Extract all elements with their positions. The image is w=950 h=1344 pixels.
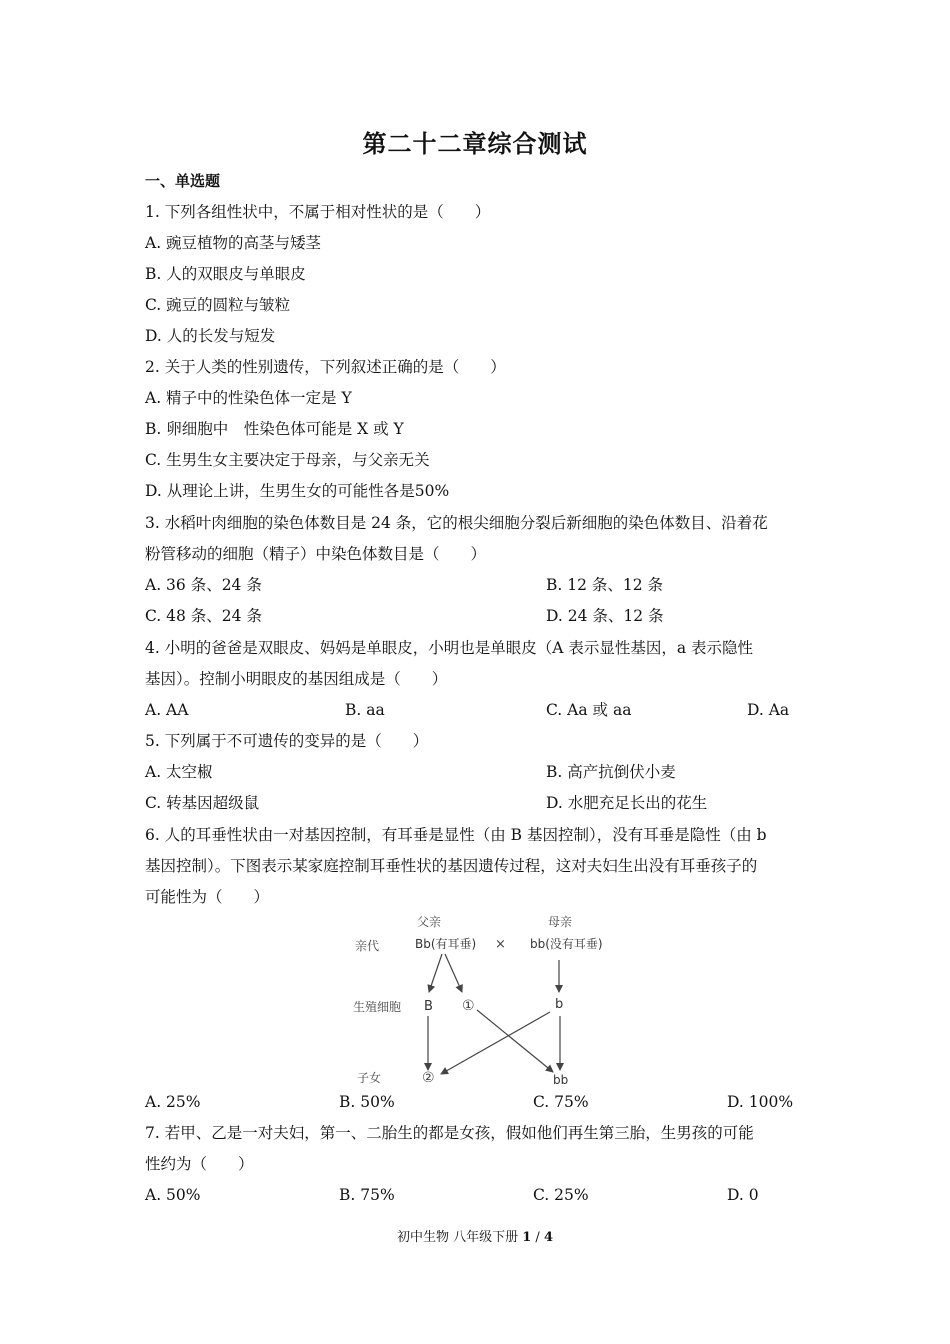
question-2-stem: 2. 关于人类的性别遗传，下列叙述正确的是（ ） <box>145 358 506 376</box>
question-5-stem: 5. 下列属于不可遗传的变异的是（ ） <box>145 732 429 750</box>
gamete-B: B <box>424 999 433 1014</box>
question-4-option-a: A. AA <box>145 701 189 719</box>
question-6-option-d: D. 100% <box>727 1093 794 1111</box>
question-5-option-a: A. 太空椒 <box>145 763 213 781</box>
question-6-option-a: A. 25% <box>145 1093 201 1111</box>
question-6-stem-line-1: 6. 人的耳垂性状由一对基因控制，有耳垂是显性（由 B 基因控制），没有耳垂是隐性（由 b <box>145 826 767 844</box>
question-6-stem-line-3: 可能性为（ ） <box>145 888 270 906</box>
page-footer <box>0 1226 950 1245</box>
question-1-option-c: C. 豌豆的圆粒与皱粒 <box>145 296 291 314</box>
question-2-option-d: D. 从理论上讲，生男生女的可能性各是50% <box>145 482 450 500</box>
question-3-option-a: A. 36 条、24 条 <box>145 576 262 594</box>
question-1-option-a: A. 豌豆植物的高茎与矮茎 <box>145 234 322 252</box>
question-4-option-c: C. Aa 或 aa <box>546 701 632 719</box>
gamete-b: b <box>555 997 564 1012</box>
footer-page-total: 4 <box>543 1230 553 1245</box>
offspring-row-label: 子女 <box>357 1071 382 1085</box>
arrow-1-to-bb <box>477 1010 553 1072</box>
question-7-stem-line-2: 性约为（ ） <box>145 1155 254 1173</box>
question-7-stem-line-1: 7. 若甲、乙是一对夫妇，第一、二胎生的都是女孩，假如他们再生第三胎，生男孩的可能 <box>145 1124 754 1142</box>
footer-separator: / <box>531 1230 544 1245</box>
question-7-option-a: A. 50% <box>145 1186 201 1204</box>
question-6-option-b: B. 50% <box>339 1093 395 1111</box>
question-2-option-a: A. 精子中的性染色体一定是 Y <box>145 389 352 407</box>
footer-page-number: 1 <box>522 1230 532 1245</box>
question-3-stem-line-1: 3. 水稻叶肉细胞的染色体数目是 24 条，它的根尖细胞分裂后新细胞的染色体数目、沿着花 <box>145 514 768 532</box>
footer-text: 初中生物 八年级下册 <box>396 1230 523 1245</box>
arrow-father-to-B <box>429 954 442 992</box>
question-6-option-c: C. 75% <box>533 1093 589 1111</box>
offspring-bb: bb <box>553 1073 569 1087</box>
question-6-stem-line-2: 基因控制）。下图表示某家庭控制耳垂性状的基因遗传过程，这对夫妇生出没有耳垂孩子的 <box>145 857 758 875</box>
question-3-option-c: C. 48 条、24 条 <box>145 607 262 625</box>
question-1-option-b: B. 人的双眼皮与单眼皮 <box>145 265 306 283</box>
question-7-option-c: C. 25% <box>533 1186 589 1204</box>
question-7-option-d: D. 0 <box>727 1186 759 1204</box>
question-5-option-b: B. 高产抗倒伏小麦 <box>546 763 676 781</box>
offspring-2: ② <box>422 1070 435 1086</box>
question-1-option-d: D. 人的长发与短发 <box>145 327 276 345</box>
question-2-option-b: B. 卵细胞中 性染色体可能是 X 或 Y <box>145 420 404 438</box>
question-3-option-d: D. 24 条、12 条 <box>546 607 664 625</box>
inheritance-diagram <box>345 910 645 1090</box>
question-5-option-d: D. 水肥充足长出的花生 <box>546 794 708 812</box>
question-5-option-c: C. 转基因超级鼠 <box>145 794 260 812</box>
question-3-option-b: B. 12 条、12 条 <box>546 576 664 594</box>
parents-row-label: 亲代 <box>355 939 380 953</box>
mother-genotype: bb(没有耳垂) <box>530 937 603 951</box>
father-label: 父亲 <box>417 915 442 929</box>
page-title: 第二十二章综合测试 <box>362 129 588 158</box>
question-7-option-b: B. 75% <box>339 1186 395 1204</box>
question-1-stem: 1. 下列各组性状中，不属于相对性状的是（ ） <box>145 203 491 221</box>
gamete-row-label: 生殖细胞 <box>353 1000 402 1014</box>
father-genotype: Bb(有耳垂) <box>415 937 477 951</box>
question-2-option-c: C. 生男生女主要决定于母亲，与父亲无关 <box>145 451 430 469</box>
gamete-1: ① <box>462 998 475 1014</box>
question-4-stem-line-2: 基因）。控制小明眼皮的基因组成是（ ） <box>145 670 448 688</box>
mother-label: 母亲 <box>548 915 573 929</box>
question-3-stem-line-2: 粉管移动的细胞（精子）中染色体数目是（ ） <box>145 545 487 563</box>
section-heading: 一、单选题 <box>145 172 221 190</box>
arrow-father-to-1 <box>445 954 462 992</box>
arrow-b-to-2 <box>441 1012 550 1074</box>
question-4-option-d: D. Aa <box>747 701 790 719</box>
question-4-option-b: B. aa <box>345 701 385 719</box>
question-4-stem-line-1: 4. 小明的爸爸是双眼皮、妈妈是单眼皮，小明也是单眼皮（A 表示显性基因，a 表示隐性 <box>145 639 754 657</box>
cross-symbol: × <box>495 937 506 952</box>
